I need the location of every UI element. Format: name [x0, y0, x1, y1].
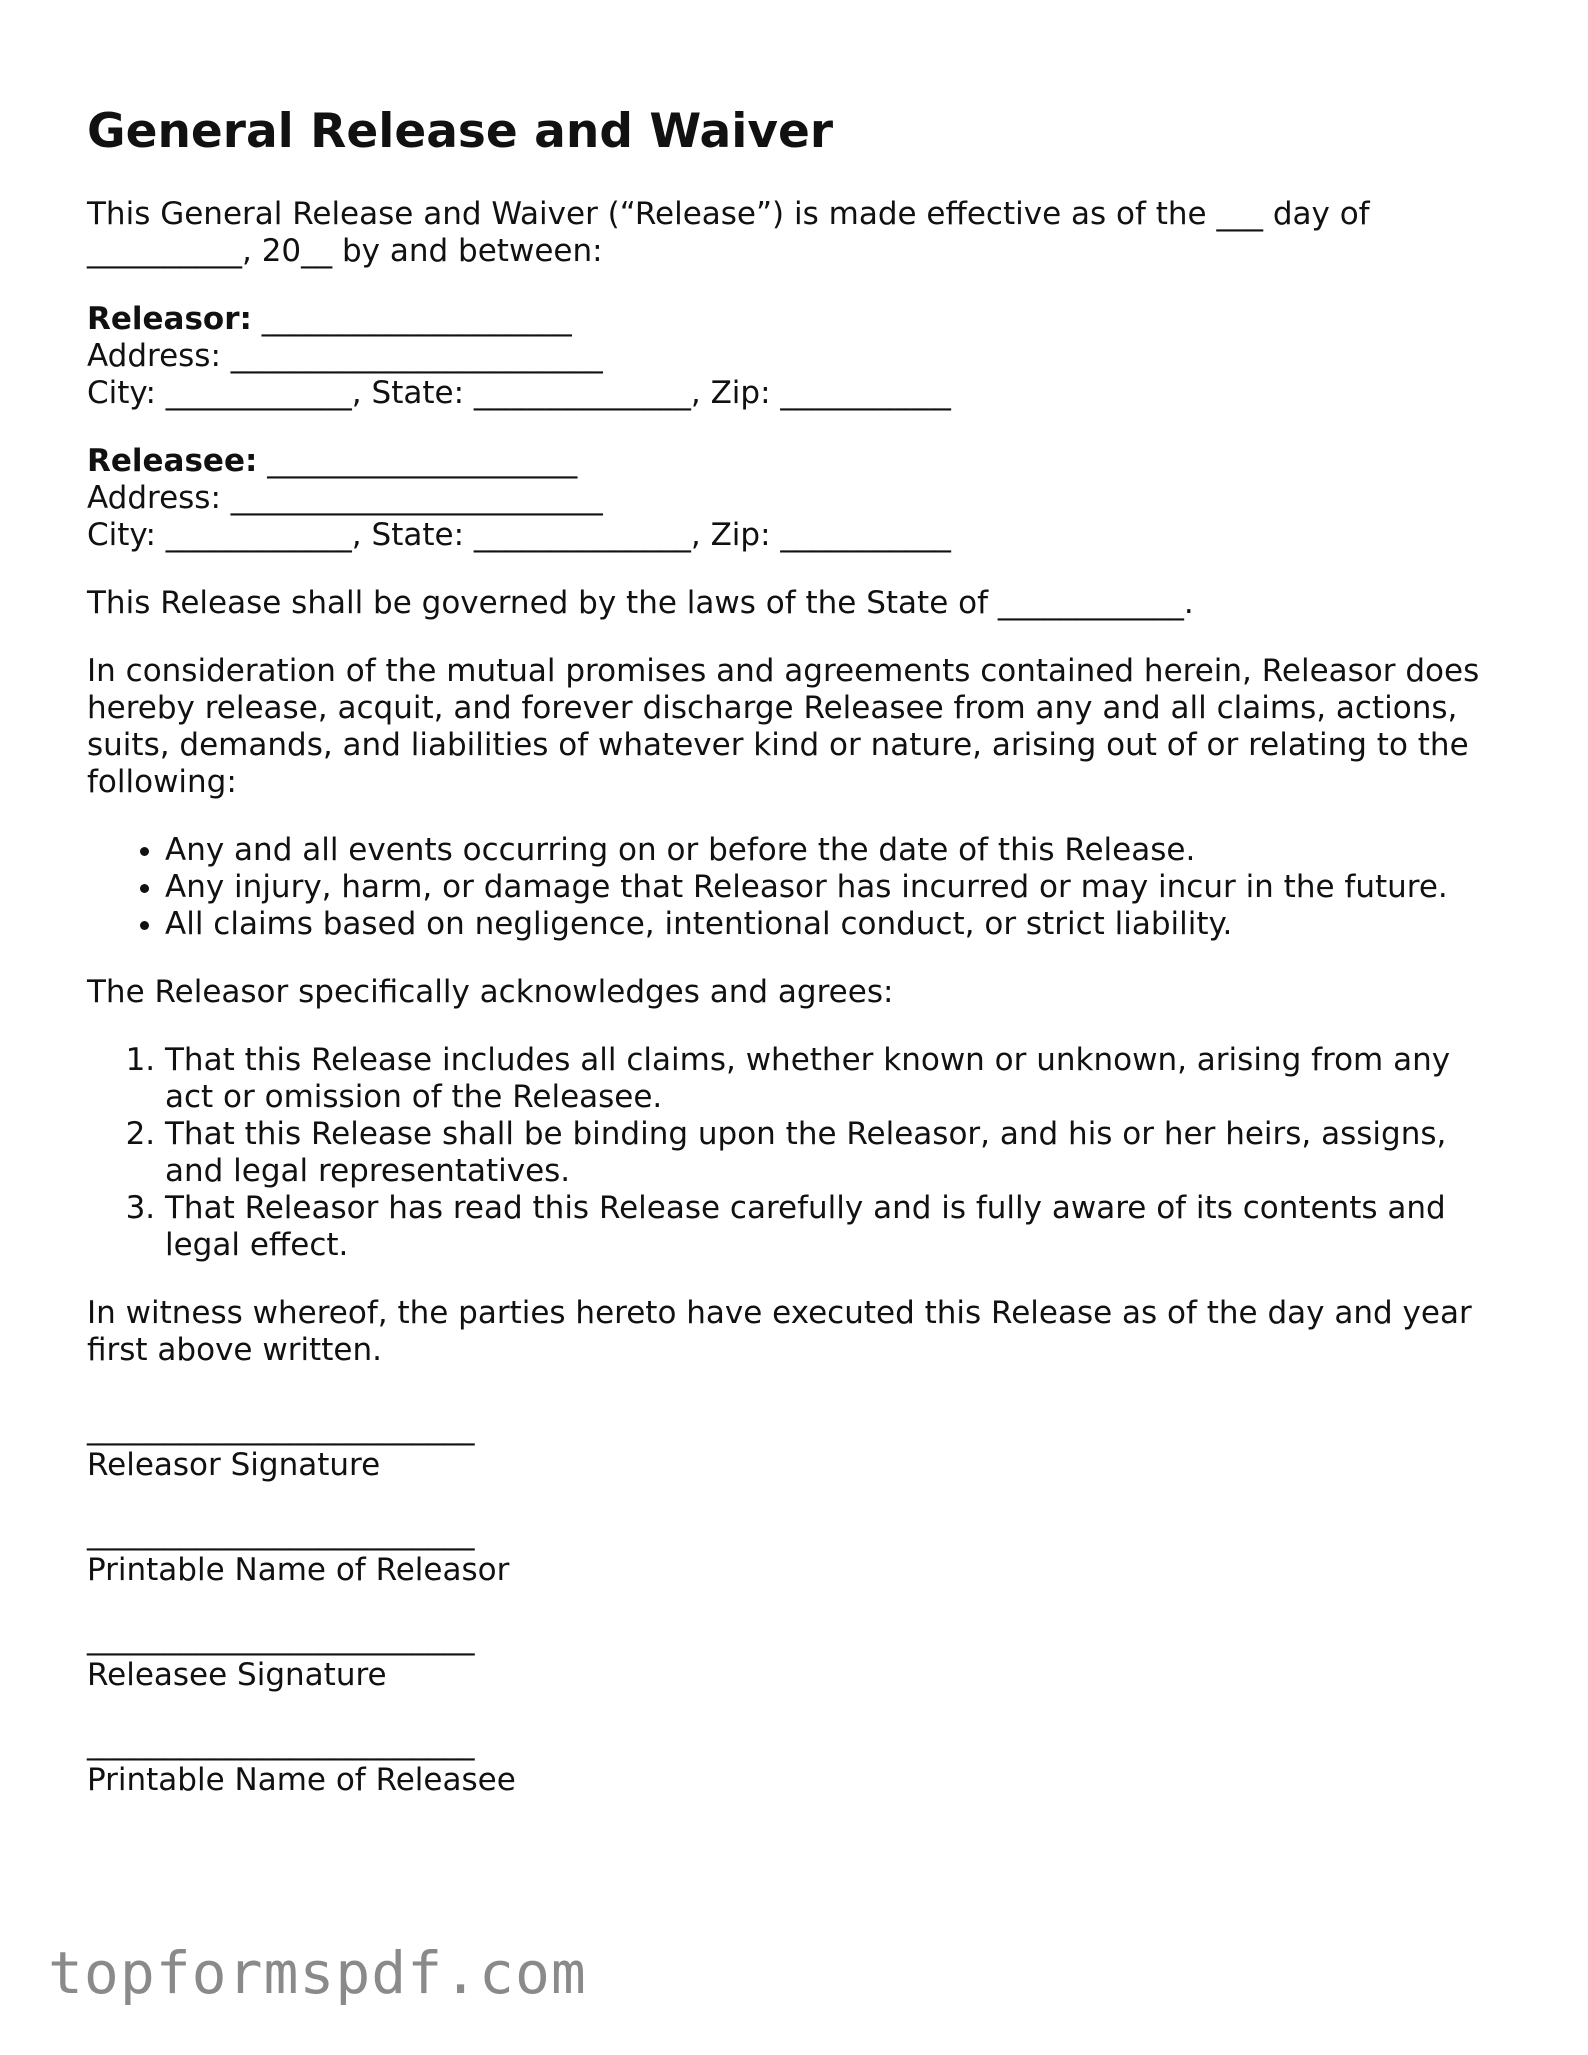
- acknowledgement-intro: The Releasor specifically acknowledges and agrees:: [87, 974, 894, 1010]
- releasee-heading: [87, 443, 1507, 480]
- list-item: 1. That this Release includes all claims, whether known or unknown, arising from any act or omission of the Releasee.: [165, 1042, 1507, 1116]
- watermark-text: topformspdf.com: [48, 1939, 587, 2007]
- document-title: General Release and Waiver: [87, 104, 834, 159]
- releasor-city-state-zip: City: ____________, State: ______________, Zip: ___________: [87, 375, 951, 411]
- releasor-block: [87, 301, 1507, 412]
- releasee-label: Releasee:: [87, 443, 258, 479]
- releasor-signature-field: [87, 1409, 1507, 1484]
- governing-law-paragraph: This Release shall be governed by the laws of the State of ____________.: [87, 585, 1194, 621]
- signature-line: _________________________: [87, 1725, 475, 1761]
- consideration-paragraph: In consideration of the mutual promises and agreements contained herein, Releasor does hereby release, acquit, and forever discharge Releasee from any and all claims, actions, suits, demands, and liabilities of whatever kind or nature, arising out of or relating to the following:: [87, 653, 1480, 800]
- releasor-address: Address: ________________________: [87, 338, 603, 374]
- releasor-printed-name-field: [87, 1514, 1507, 1589]
- witness-paragraph: In witness whereof, the parties hereto have executed this Release as of the day and year first above written.: [87, 1295, 1472, 1368]
- releasor-heading: [87, 301, 1507, 338]
- signature-block: [87, 1409, 1507, 1799]
- releasor-label: Releasor:: [87, 301, 252, 337]
- releasor-name-blank: ____________________: [251, 301, 572, 337]
- signature-line: _________________________: [87, 1515, 475, 1551]
- list-item: • All claims based on negligence, intentional conduct, or strict liability.: [165, 906, 1507, 943]
- releasee-name-blank: ____________________: [257, 443, 578, 479]
- releasee-printed-name-field: [87, 1724, 1507, 1799]
- signature-caption: Printable Name of Releasee: [87, 1762, 516, 1798]
- released-items-list: [87, 832, 1507, 943]
- intro-paragraph: [87, 196, 1507, 270]
- releasee-city-state-zip: City: ____________, State: ______________, Zip: ___________: [87, 517, 951, 553]
- signature-caption: Releasee Signature: [87, 1657, 387, 1693]
- list-item: 3. That Releasor has read this Release carefully and is fully aware of its contents and legal effect.: [165, 1190, 1507, 1264]
- acknowledgements-list: [87, 1042, 1507, 1264]
- intro-line-1: This General Release and Waiver (“Release”) is made effective as of the ___ day of: [87, 196, 1370, 232]
- list-item: • Any and all events occurring on or before the date of this Release.: [165, 832, 1507, 869]
- list-item: 2. That this Release shall be binding upon the Releasor, and his or her heirs, assigns, and legal representatives.: [165, 1116, 1507, 1190]
- signature-line: _________________________: [87, 1620, 475, 1656]
- releasee-address: Address: ________________________: [87, 480, 603, 516]
- releasee-signature-field: [87, 1619, 1507, 1694]
- signature-line: _________________________: [87, 1410, 475, 1446]
- list-item: • Any injury, harm, or damage that Releasor has incurred or may incur in the future.: [165, 869, 1507, 906]
- document-page: [87, 104, 1507, 1829]
- signature-caption: Printable Name of Releasor: [87, 1552, 510, 1588]
- releasee-block: [87, 443, 1507, 554]
- intro-line-2: __________, 20__ by and between:: [87, 233, 603, 269]
- signature-caption: Releasor Signature: [87, 1447, 381, 1483]
